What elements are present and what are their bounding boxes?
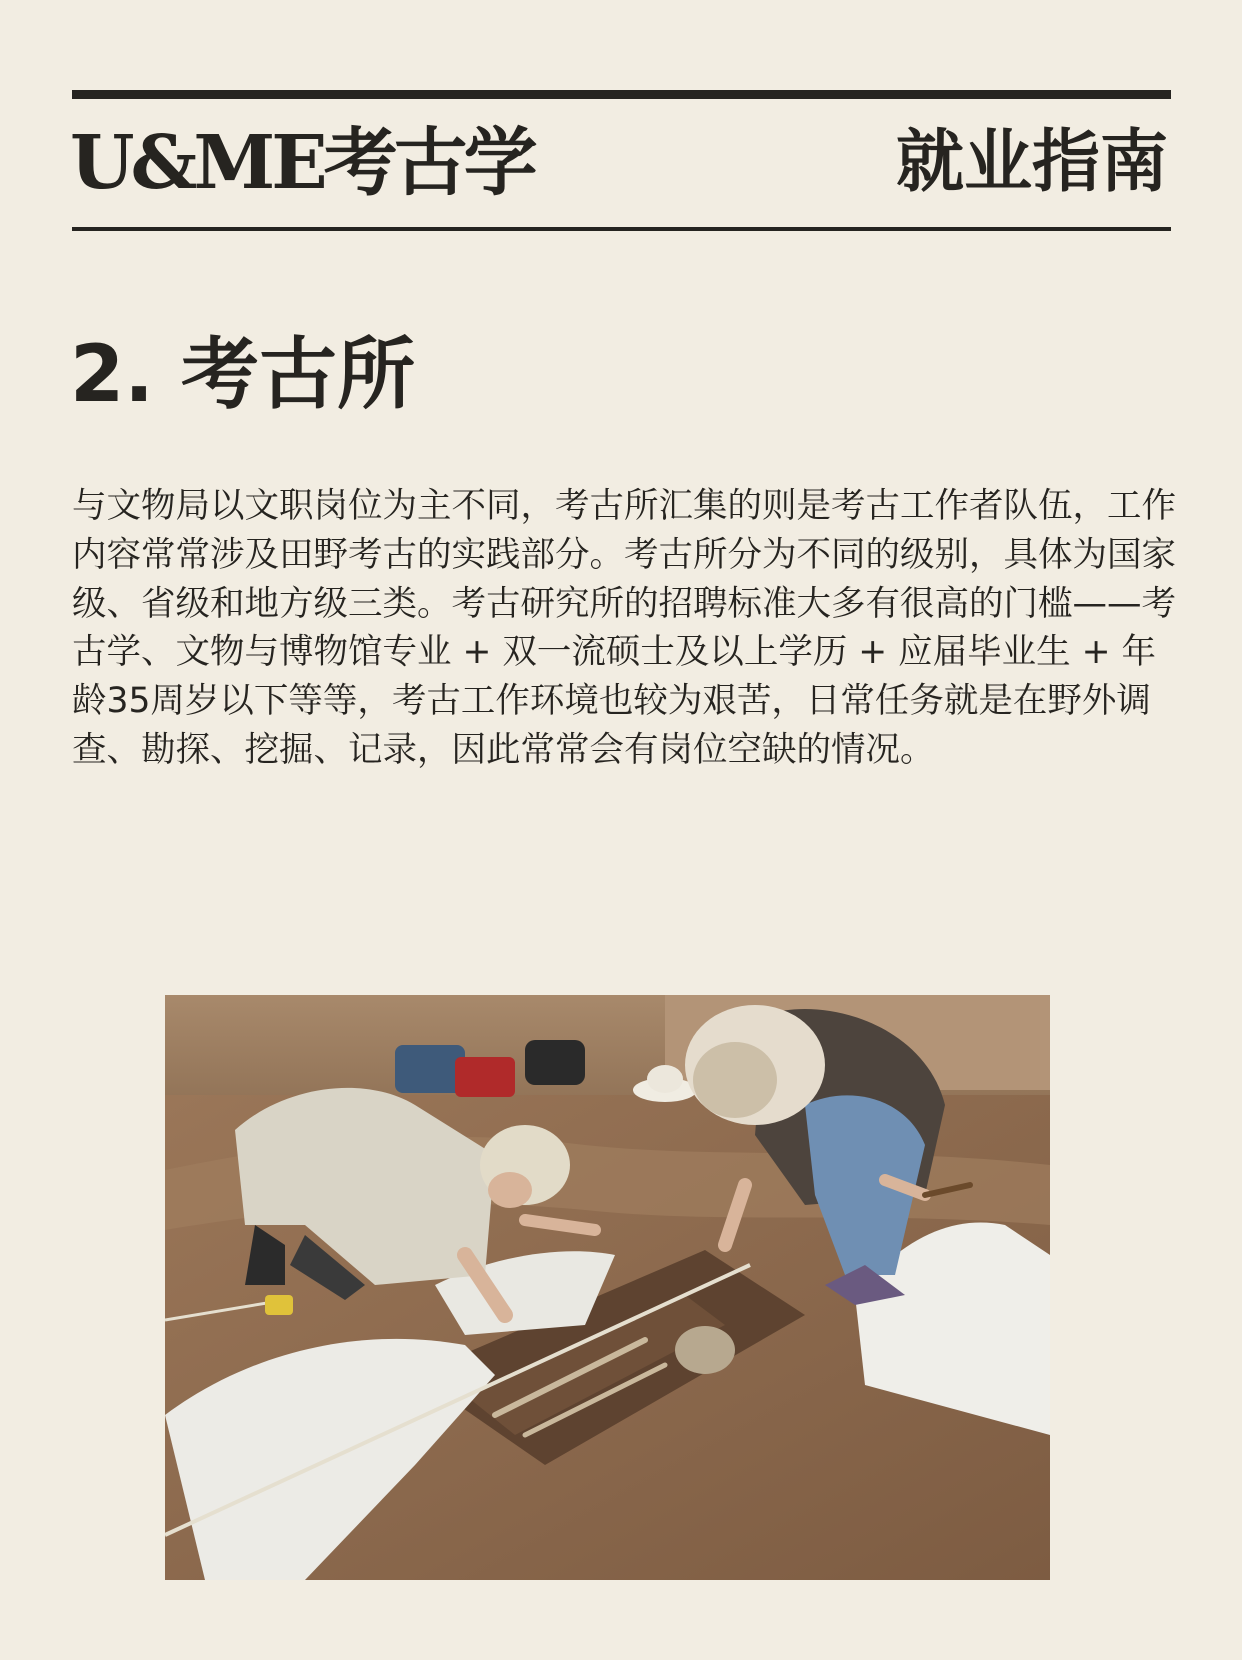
brand-logo: U&ME考古学 bbox=[70, 120, 534, 206]
body-paragraph: 与文物局以文职岗位为主不同，考古所汇集的则是考古工作者队伍，工作内容常常涉及田野考古的实践部分。考古所分为不同的级别，具体为国家级、省级和地方级三类。考古研究所的招聘标准大多有很高的门槛——考古学、文物与博物馆专业 + 双一流硕士及以上学历 + 应届毕业生 + 年龄35周岁以下等等，考古工作环境也较为艰苦，日常任务就是在野外调查、勘探、挖掘、记录，因此常常会有岗位空缺的情况。 bbox=[72, 486, 1176, 770]
header-rule-bottom bbox=[72, 227, 1171, 231]
excavation-photo bbox=[165, 995, 1050, 1580]
header-rule-top bbox=[72, 90, 1171, 99]
section-tag: 就业指南 bbox=[895, 123, 1168, 202]
section-heading: 2. 考古所 bbox=[70, 330, 416, 420]
